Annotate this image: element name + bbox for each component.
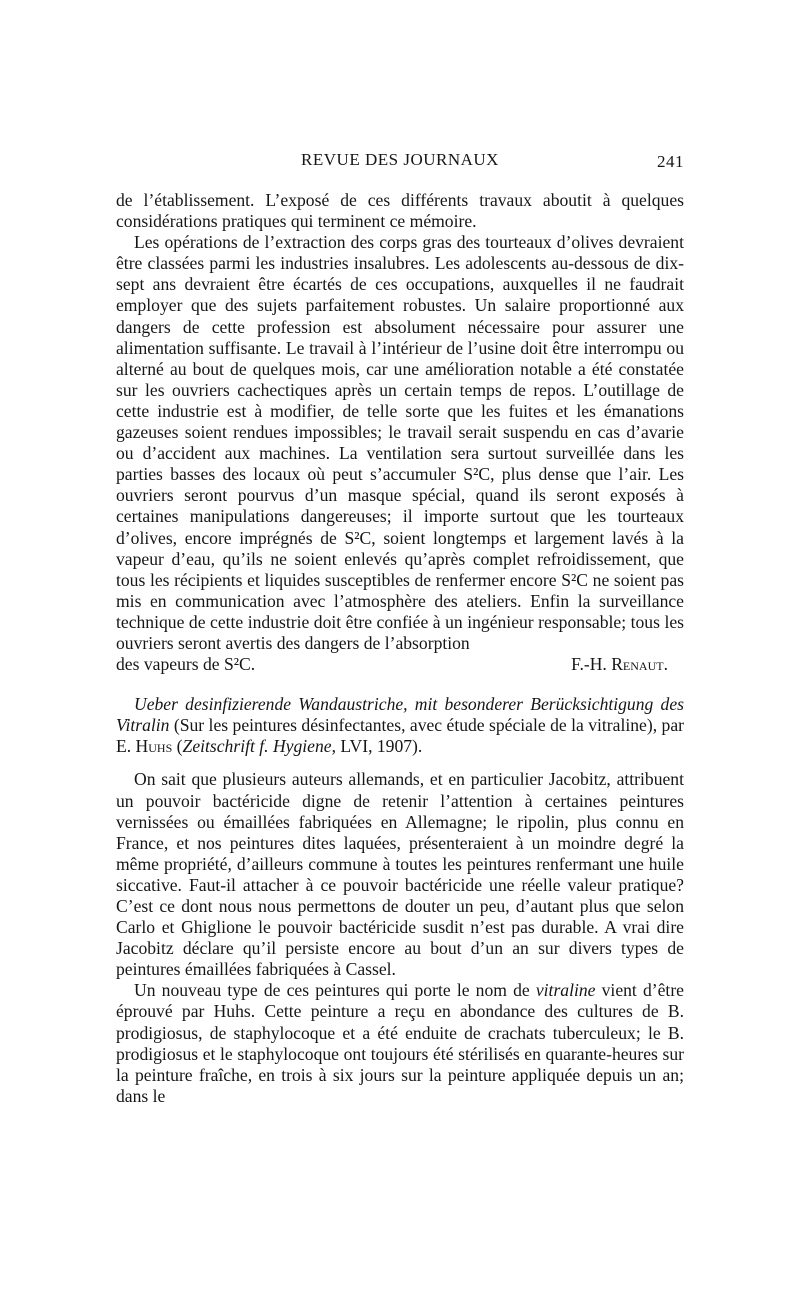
article2-p2-rest: vient d’être éprouvé par Huhs. Cette peinture a reçu en abondance des cultures de B. prodigiosus, de staphylocoque et a été enduite de crachats tuberculeux; le B. prodigiosus et le staphylocoque ont toujours été stérilisés en quarante-heures sur la peinture fraîche, en trois à six jours sur la peinture appliquée depuis un an; dans le — [116, 980, 684, 1106]
article1-last-line: des vapeurs de S²C. — [116, 654, 256, 675]
article2-p2-start: Un nouveau type de ces peintures qui porte le nom de — [134, 980, 536, 1001]
running-title: REVUE DES JOURNAUX — [301, 150, 499, 169]
article1-paragraph-2: Les opérations de l’extraction des corps gras des tourteaux d’olives devraient être classées parmi les industries insalubres. Les adolescents au-dessous de dix-sept ans devraient être écartés de ces occupations, auxquelles il ne faudrait employer que des sujets parfaitement robustes. Un salaire proportionné aux dangers de cette profession est absolument nécessaire pour assurer une alimentation suffisante. Le travail à l’intérieur de l’usine doit être interrompu ou alterné au bout de quelques mois, car une amélioration notable a été constatée sur les ouvriers cachectiques après un certain temps de repos. L’outillage de cette industrie est à modifier, de telle sorte que les fuites et les émanations gazeuses soient rendues impossibles; le travail serait suspendu en cas d’avarie ou d’accident aux machines. La ventilation sera surtout surveillée dans les parties basses des locaux où peut s’accumuler S²C, plus dense que l’air. Les ouvriers seront pourvus d’un masque spécial, quand ils seront exposés à certaines manipulations dangereuses; il importe surtout que les tourteaux d’olives, encore imprégnés de S²C, soient longtemps et largement lavés à la vapeur d’eau, qu’ils ne soient enlevés qu’après complet refroidissement, que tous les récipients et liquides susceptibles de renfermer encore S²C ne soient pas mis en communication avec l’atmosphère des ateliers. Enfin la surveillance technique de cette industrie doit être confiée à un ingénieur responsable; tous les ouvriers seront avertis des dangers de l’absorption — [116, 232, 684, 653]
vitraline-term: vitraline — [535, 980, 596, 1001]
citation-open: ( — [172, 736, 183, 757]
author-signature: F.-H. Renaut. — [571, 654, 668, 675]
german-title: Ueber desinfizierende Wandaustriche, mit besonderer Berücksichtigung des Vitralin — [116, 694, 684, 736]
article2-paragraph-1: On sait que plusieurs auteurs allemands, et en particulier Jacobitz, attribuent un pouvoir bactéricide digne de retenir l’attention à certaines peintures vernissées ou émaillées fabriquées en Allemagne; le ripolin, plus connu en France, et nos peintures dites laquées, présenteraient à un moindre degré la même propriété, d’ailleurs commune à toutes les peintures renfermant une huile siccative. Faut-il attacher à ce pouvoir bactéricide une réelle valeur pratique? C’est ce dont nous nous permettons de douter un peu, d’autant plus que selon Carlo et Ghiglione le pouvoir bactéricide susdit n’est pas durable. A vrai dire Jacobitz déclare qu’il persiste encore au bout d’un an sur divers types de peintures émaillées fabriquées à Cassel. — [116, 769, 684, 980]
citation-close: , LVI, 1907). — [331, 736, 423, 757]
french-title: (Sur les peintures désinfectantes, avec étude spéciale de la vitraline), par — [169, 715, 684, 736]
page-header — [116, 150, 684, 174]
journal-name: Zeitschrift f. Hygiene — [182, 736, 332, 757]
article2-author: E. Huhs — [116, 736, 173, 757]
article2-title — [116, 694, 684, 757]
article2-paragraph-2 — [116, 980, 684, 1107]
document-page — [116, 150, 684, 1107]
article1-paragraph-1: de l’établissement. L’exposé de ces différents travaux aboutit à quelques considérations pratiques qui terminent ce mémoire. — [116, 190, 684, 232]
article1-closing-line — [116, 654, 684, 675]
page-number: 241 — [657, 152, 684, 171]
